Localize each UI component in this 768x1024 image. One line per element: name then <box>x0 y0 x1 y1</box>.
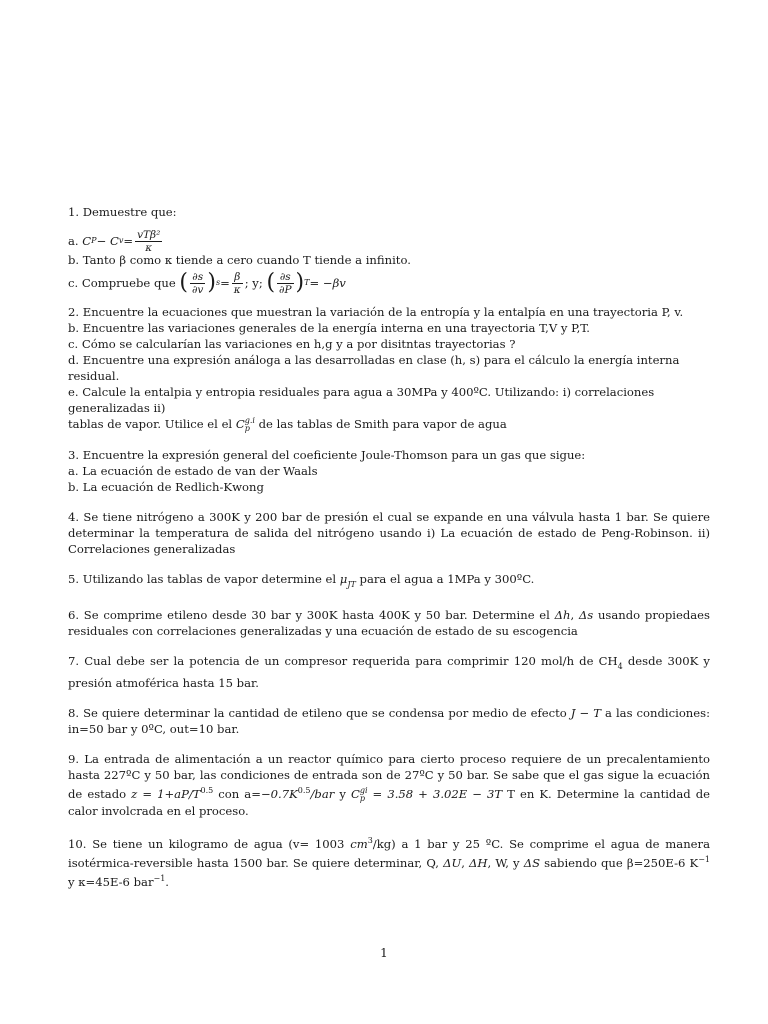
text: para el agua a 1MPa y 300ºC. <box>355 572 535 586</box>
question-2 <box>68 304 710 433</box>
fraction-denominator: ∂v <box>192 283 204 296</box>
page-number: 1 <box>380 946 388 960</box>
math-jt: J − T <box>570 706 601 720</box>
fraction-numerator: ∂s <box>277 271 294 284</box>
math-sup: 0.5 <box>297 786 311 795</box>
question-8 <box>68 705 710 737</box>
text: con a= <box>213 787 261 801</box>
math-sub: s <box>215 278 221 287</box>
text: sabiendo que β=250E-6 K <box>540 856 699 870</box>
problem-set <box>68 204 710 904</box>
math-delta-h: Δh <box>554 608 571 622</box>
math-sub: P <box>91 236 97 245</box>
item-text: c. Compruebe que <box>68 276 176 290</box>
partial-derivative <box>190 271 205 296</box>
question-1a <box>68 230 710 252</box>
question-3 <box>68 447 710 495</box>
math-delta-s: ΔS <box>523 856 541 870</box>
question-7 <box>68 653 710 691</box>
fraction-denominator: κ <box>145 241 153 254</box>
math-mu: μ <box>339 572 348 586</box>
spacer <box>68 220 710 230</box>
math-delta-u: ΔU <box>443 856 462 870</box>
question-6 <box>68 607 710 639</box>
item-label: a. <box>68 234 79 248</box>
math-equation: = 3.58 + 3.02E − 3T <box>367 787 503 801</box>
question-5 <box>68 571 710 593</box>
text: /kg) a 1 bar y 25 ºC. Se comprime el agua de manera isotérmica-reversible hasta 1500 bar. Se quiere determinar, Q, <box>68 837 710 870</box>
question-1 <box>68 204 710 298</box>
fraction <box>232 271 243 296</box>
partial-derivative <box>277 271 294 296</box>
math-cv: − C <box>96 234 119 248</box>
question-4: 4. Se tiene nitrógeno a 300K y 200 bar de presión el cual se expande en una válvula hasta 1 bar. Se quiere determinar la temperatura de salida del nitrógeno usando i) La ecuación de estado de Peng-Robinson. ii) Correlaciones generalizadas <box>68 510 710 556</box>
math-sub: T <box>304 278 310 287</box>
text: desde 300K y presión atmoférica hasta 15 bar. <box>68 654 710 690</box>
text: 6. Se comprime etileno desde 30 bar y 300K hasta 400K y 50 bar. Determine el <box>68 608 555 622</box>
math-equals: = <box>123 234 134 248</box>
text: . <box>165 875 169 889</box>
math-sup: g.i <box>244 416 255 425</box>
fraction-numerator: ∂s <box>190 271 205 284</box>
question-1-title: 1. Demuestre que: <box>68 205 177 219</box>
math-sup: −1 <box>153 874 166 883</box>
paren-open: ( <box>179 270 188 295</box>
text: 5. Utilizando las tablas de vapor determine el <box>68 572 340 586</box>
question-3-line: b. La ecuación de Redlich-Kwong <box>68 480 264 494</box>
math-cp: C <box>82 234 92 248</box>
math-sub: v <box>118 236 124 245</box>
text: y κ=45E-6 bar <box>68 875 154 889</box>
math-cp: C <box>235 417 245 431</box>
math-expression: = −βv <box>309 276 346 290</box>
item-text: ; y; <box>244 276 263 290</box>
question-2-line: c. Cómo se calcularían las variaciones en h,g y a por disitntas trayectorias ? <box>68 337 516 351</box>
math-sup: 0.5 <box>200 786 214 795</box>
text: , <box>461 856 470 870</box>
text: de las tablas de Smith para vapor de agua <box>254 417 507 431</box>
paren-close: ) <box>207 270 216 295</box>
math-supsub <box>245 417 255 433</box>
fraction-denominator: ∂P <box>279 283 292 296</box>
question-2-line: b. Encuentre las variaciones generales de la energía interna en una trayectoria T,V y P,T. <box>68 321 590 335</box>
math-unit: /bar <box>310 787 335 801</box>
question-9 <box>68 751 710 819</box>
question-2-line: 2. Encuentre la ecuaciones que muestran la variación de la entropía y la entalpía en una trayectoria P, v. <box>68 305 684 319</box>
math-value: −0.7K <box>260 787 298 801</box>
math-sub: JT <box>347 580 356 589</box>
text: 10. Se tiene un kilogramo de agua (v= 1003 <box>68 837 351 851</box>
math-equation: z = 1+aP/T <box>131 787 201 801</box>
text: , W, y <box>487 856 524 870</box>
text: a las condiciones: in=50 bar y 0ºC, out=10 bar. <box>68 706 710 736</box>
fraction-denominator: κ <box>233 283 241 296</box>
text: , <box>570 608 579 622</box>
text: T en K. Determine la cantidad de calor involcrada en el proceso. <box>68 787 711 818</box>
math-sub: p <box>244 424 250 433</box>
question-1c <box>68 268 710 298</box>
paren-open: ( <box>266 270 276 295</box>
fraction-numerator: β <box>232 271 243 284</box>
fraction-numerator: vTβ² <box>137 228 161 241</box>
text: 7. Cual debe ser la potencia de un compresor requerida para comprimir 120 mol/h de CH <box>68 654 618 668</box>
math-cp: C <box>350 787 360 801</box>
math-supsub <box>360 787 368 803</box>
math-sub: p <box>359 794 365 803</box>
question-10 <box>68 833 710 890</box>
question-2-line: e. Calcule la entalpia y entropia residuales para agua a 30MPa y 400ºC. Utilizando: i) correlaciones generalizadas ii) <box>68 385 655 415</box>
math-sup: 3 <box>367 836 373 845</box>
math-delta-s: Δs <box>578 608 594 622</box>
question-3-line: a. La ecuación de estado de van der Waals <box>68 464 318 478</box>
question-1b: b. Tanto β como κ tiende a cero cuando T tiende a infinito. <box>68 253 411 267</box>
math-equals: = <box>220 276 230 290</box>
math-delta-h: ΔH <box>469 856 488 870</box>
text: 9. La entrada de alimentación a un reactor químico para cierto proceso requiere de un precalentamiento hasta 227ºC y 50 bar, las condiciones de entrada son de 27ºC y 50 bar. Se sabe que el gas sigue la ecuación de estado <box>68 752 710 801</box>
math-sub: 4 <box>617 662 623 671</box>
paren-close: ) <box>295 270 305 295</box>
text: 8. Se quiere determinar la cantidad de etileno que se condensa por medio de efecto <box>68 706 571 720</box>
text: y <box>334 787 351 801</box>
question-3-line: 3. Encuentre la expresión general del coeficiente Joule-Thomson para un gas que sigue: <box>68 448 586 462</box>
math-sup: −1 <box>698 855 710 864</box>
fraction <box>135 229 162 254</box>
text: tablas de vapor. Utilice el el <box>68 417 236 431</box>
question-2-line: d. Encuentre una expresión análoga a las desarrolladas en clase (h, s) para el cálculo la energía interna residual. <box>68 353 680 383</box>
question-2-line <box>68 416 710 433</box>
text: usando propiedaes residuales con correlaciones generalizadas y una ecuación de estado de su escogencia <box>68 608 710 638</box>
math-unit: cm <box>350 837 368 851</box>
math-sup: gi <box>359 786 368 795</box>
